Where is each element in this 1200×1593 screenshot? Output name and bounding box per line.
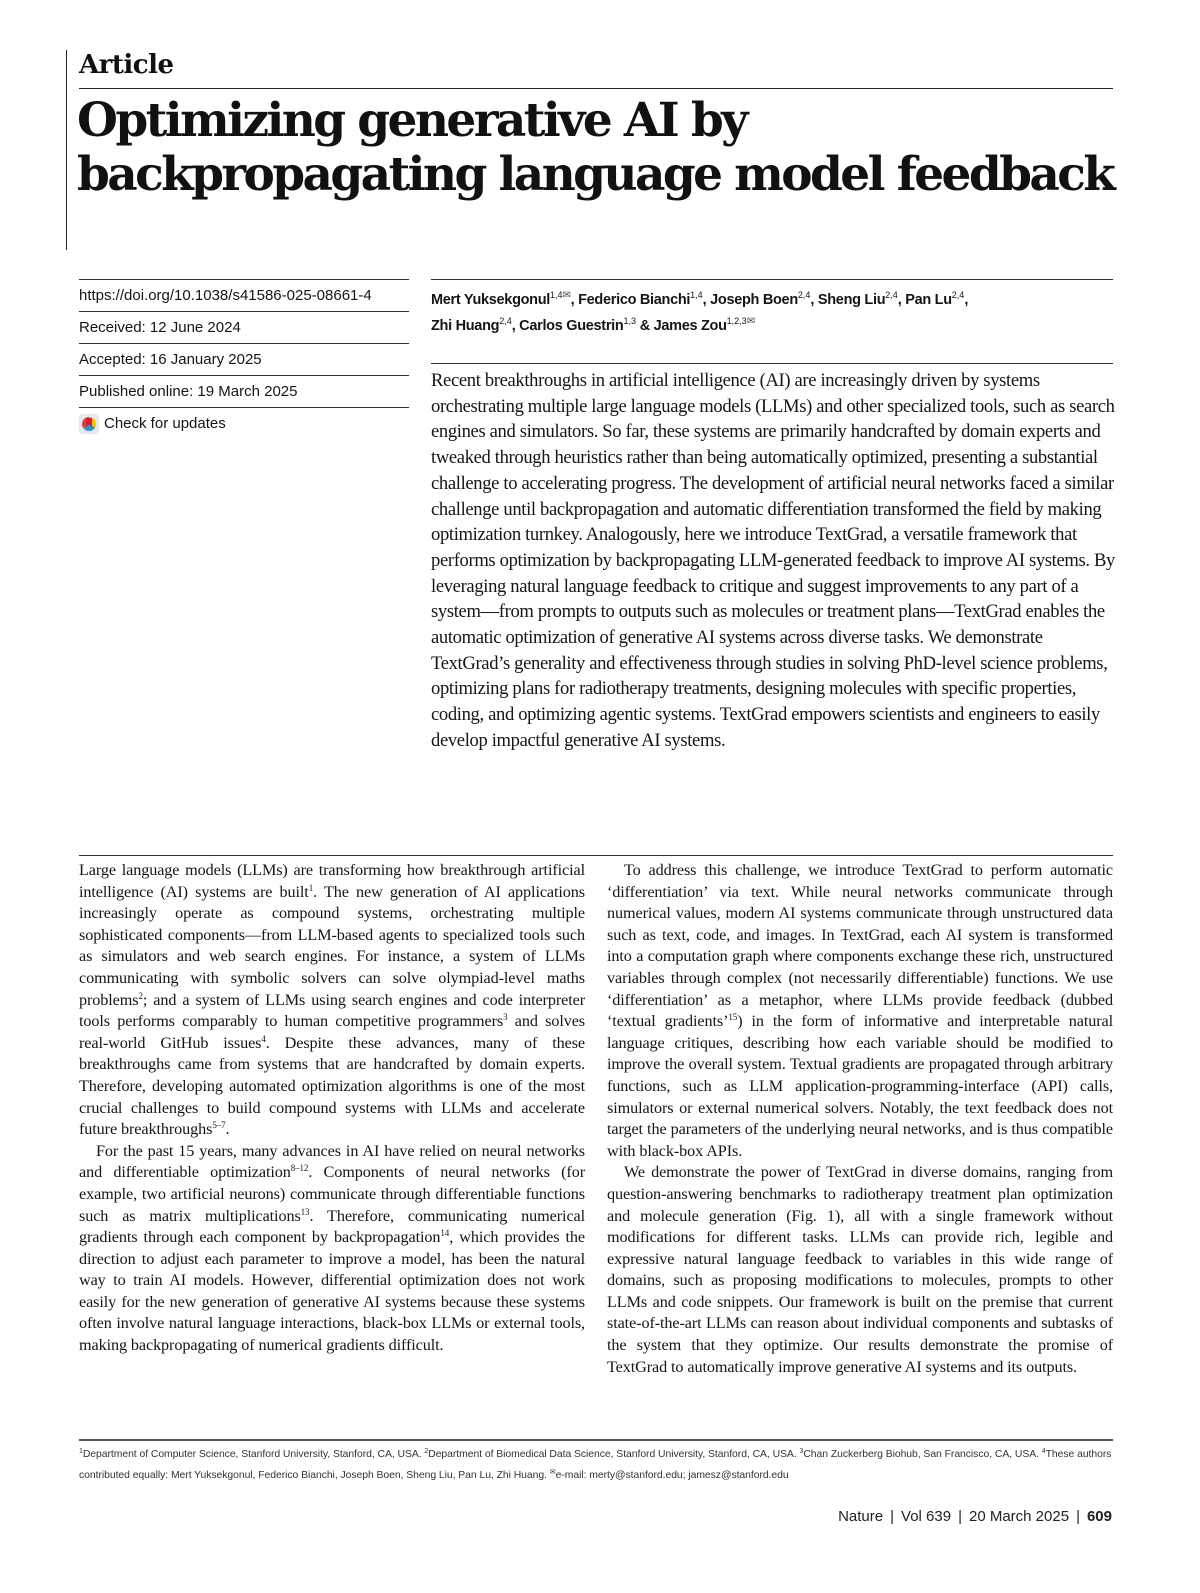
author-affiliation: 1,4 [690, 290, 703, 300]
body-column-right [607, 860, 1113, 1378]
author-name[interactable]: Carlos Guestrin [519, 318, 624, 334]
volume: Vol 639 [901, 1508, 952, 1525]
page-folio: Nature | Vol 639 | 20 March 2025 | 609 [838, 1508, 1112, 1525]
body-column-left [79, 860, 585, 1357]
abstract-divider [431, 363, 1113, 364]
footnotes-divider [79, 1439, 1113, 1441]
author-affiliation: 1,4 [550, 290, 563, 300]
body-paragraph: Large language models (LLMs) are transforming how breakthrough artificial intelligence (AI) systems are built$^1$. The new generation of AI applications increasingly operate as compound systems, orchestrating multiple sophisticated components—from LLM-based agents to specialized tools such as simulators and web search engines. For instance, a system of LLMs communicating with symbolic solvers can solve olympiad-level maths problems$^2$; and a system of LLMs using search engines and code interpreter tools performs comparably to human competitive programmers$^3$ and solves real-world GitHub issues$^4$. Despite these advances, many of these breakthroughs came from systems that are handcrafted by domain experts. Therefore, developing automated optimization algorithms is one of the most crucial challenges to build compound systems with LLMs and accelerate future breakthroughs$^{5-7}$. [79, 861, 585, 1139]
article-metadata [79, 279, 409, 440]
author-name[interactable]: Federico Bianchi [578, 292, 691, 308]
author-affiliation: 1,2,3 [726, 316, 747, 326]
envelope-icon[interactable]: ✉ [746, 316, 755, 327]
author-affiliation: 1,3 [623, 316, 636, 326]
envelope-icon[interactable]: ✉ [562, 290, 571, 301]
citation-ref[interactable]: 15 [728, 1012, 738, 1023]
author-affiliation: 2,4 [951, 290, 965, 300]
author-name[interactable]: Sheng Liu [817, 292, 886, 308]
author-name[interactable]: Joseph Boen [710, 292, 798, 308]
body-paragraph: To address this challenge, we introduce TextGrad to perform automatic ‘differentiation’ via text. While neural networks communicate through numerical values, modern AI systems communicate through unstructured data such as text, code, and images. In TextGrad, each AI system is transformed into a computation graph where components exchange these rich, unstructured variables through complex (not necessarily differentiable) functions. We use ‘differentiation’ as a metaphor, where LLMs provide feedback (dubbed ‘textual gradients’$^{15}$) in the form of informative and interpretable natural language critiques, describing how each variable should be modified to improve the overall system. Textual gradients are propagated through arbitrary functions, such as LLM application-programming-interface (API) calls, simulators or external numerical solvers. Notably, the text feedback does not target the parameters of the underlying neural networks, and is thus compatible with black-box APIs. [607, 861, 1113, 1160]
author-affiliation: 2,4 [797, 290, 811, 300]
citation-ref[interactable]: 13 [300, 1206, 310, 1217]
citation-ref[interactable]: 5–7 [212, 1120, 226, 1131]
citation-ref[interactable]: 8–12 [290, 1163, 309, 1174]
author-name[interactable]: Zhi Huang [431, 318, 500, 334]
envelope-icon: ✉ [549, 1469, 556, 1476]
check-for-updates-label: Check for updates [104, 415, 226, 432]
citation-ref[interactable]: 2 [138, 990, 143, 1001]
body-paragraph: For the past 15 years, many advances in AI have relied on neural networks and differentiable optimization$^{8-12}$. Components of neural networks (for example, two artificial neurons) communicate through differentiable functions such as matrix multiplications$^{13}$. Therefore, communicating numerical gradients through each component by backpropagation$^{14}$, which provides the direction to adjust each parameter to improve a model, has been the natural way to train AI models. However, differential optimization does not work easily for the new generation of generative AI systems because these systems often involve natural language interactions, black-box LLMs or external tools, making backpropagating of numerical gradients difficult. [79, 1141, 586, 1355]
page-number: 609 [1086, 1508, 1112, 1525]
affiliations-footnote: $^1$Department of Computer Science, Stanford University, Stanford, CA, USA. $^2$Department of Biomedical Data Science, Stanford University, Stanford, CA, USA. $^3$Chan Zuckerberg Biohub, San Francisco, CA, USA. $^4$These authors contributed equally: Mert Yuksekgonul, Federico Bianchi, Joseph Boen, Sheng Liu, Pan Lu, Zhi Huang. ✉e-mail: merty@stanford.edu; jamesz@stanford.edu [79, 1448, 1112, 1481]
crossmark-icon [79, 414, 99, 434]
issue-date: 20 March 2025 [968, 1508, 1070, 1525]
journal-name: Nature [838, 1508, 884, 1525]
title-divider [79, 88, 1113, 89]
body-divider [79, 855, 1113, 856]
check-for-updates-link[interactable] [79, 408, 409, 440]
citation-ref[interactable]: 3 [503, 1012, 508, 1023]
author-name[interactable]: James Zou [653, 318, 727, 334]
citation-ref[interactable]: 14 [440, 1228, 450, 1239]
doi-link[interactable]: https://doi.org/10.1038/s41586-025-08661-4 [79, 280, 409, 312]
abstract: Recent breakthroughs in artificial intelligence (AI) are increasingly driven by systems orchestrating multiple large language models (LLMs) and other specialized tools, such as search engines and simulators. So far, these systems are primarily handcrafted by domain experts and tweaked through heuristics rather than being automatically optimized, presenting a substantial challenge to accelerating progress. The development of artificial neural networks faced a similar challenge until backpropagation and automatic differentiation transformed the field by making optimization turnkey. Analogously, here we introduce TextGrad, a versatile framework that performs optimization by backpropagating LLM-generated feedback to improve AI systems. By leveraging natural language feedback to critique and suggest improvements to any part of a system—from prompts to outputs such as molecules or treatment plans—TextGrad enables the automatic optimization of generative AI systems across diverse tasks. We demonstrate TextGrad’s generality and effectiveness through studies in solving PhD-level science problems, optimizing plans for radiotherapy treatments, designing molecules with specific properties, coding, and optimizing agentic systems. TextGrad empowers scientists and engineers to easily develop impactful generative AI systems. [431, 370, 1115, 751]
paper-title: Optimizing generative AI by backpropagating language model feedback [77, 93, 1114, 202]
contact-email[interactable]: e-mail: merty@stanford.edu; jamesz@stanford.edu [555, 1470, 789, 1481]
author-name[interactable]: Mert Yuksekgonul [431, 292, 551, 308]
received-date: Received: 12 June 2024 [79, 312, 409, 344]
authors-divider [431, 279, 1113, 280]
body-paragraph: We demonstrate the power of TextGrad in diverse domains, ranging from question-answering benchmarks to radiotherapy treatment plan optimization and molecule generation (Fig. 1), all with a single framework without modifications for different tasks. LLMs can provide rich, legible and expressive natural language feedback to variables in this wide range of domains, such as proposing modifications to molecules, prompts to other LLMs and code snippets. Our framework is built on the premise that current state-of-the-art LLMs can reason about individual components and subtasks of the system that they optimize. Our results demonstrate the promise of TextGrad to automatically improve generative AI systems and its outputs. [607, 1163, 1113, 1376]
published-date: Published online: 19 March 2025 [79, 376, 409, 408]
author-list: Mert Yuksekgonul$^{1,4✉}$, Federico Bianchi$^{1,4}$, Joseph Boen$^{2,4}$, Sheng Liu$^{2,4}$, Pan Lu$^{2,4}$, Zhi Huang$^{2,4}$, Carlos Guestrin$^{1,3}$ & James Zou$^{1,2,3✉}$ [431, 290, 969, 334]
author-name[interactable]: Pan Lu [905, 292, 952, 308]
left-margin-rule [66, 50, 67, 250]
citation-ref[interactable]: 4 [261, 1033, 266, 1044]
author-affiliation: 2,4 [885, 290, 898, 300]
article-type-label: Article [79, 50, 174, 80]
accepted-date: Accepted: 16 January 2025 [79, 344, 409, 376]
author-affiliation: 2,4 [499, 316, 512, 326]
citation-ref[interactable]: 1 [308, 882, 314, 893]
